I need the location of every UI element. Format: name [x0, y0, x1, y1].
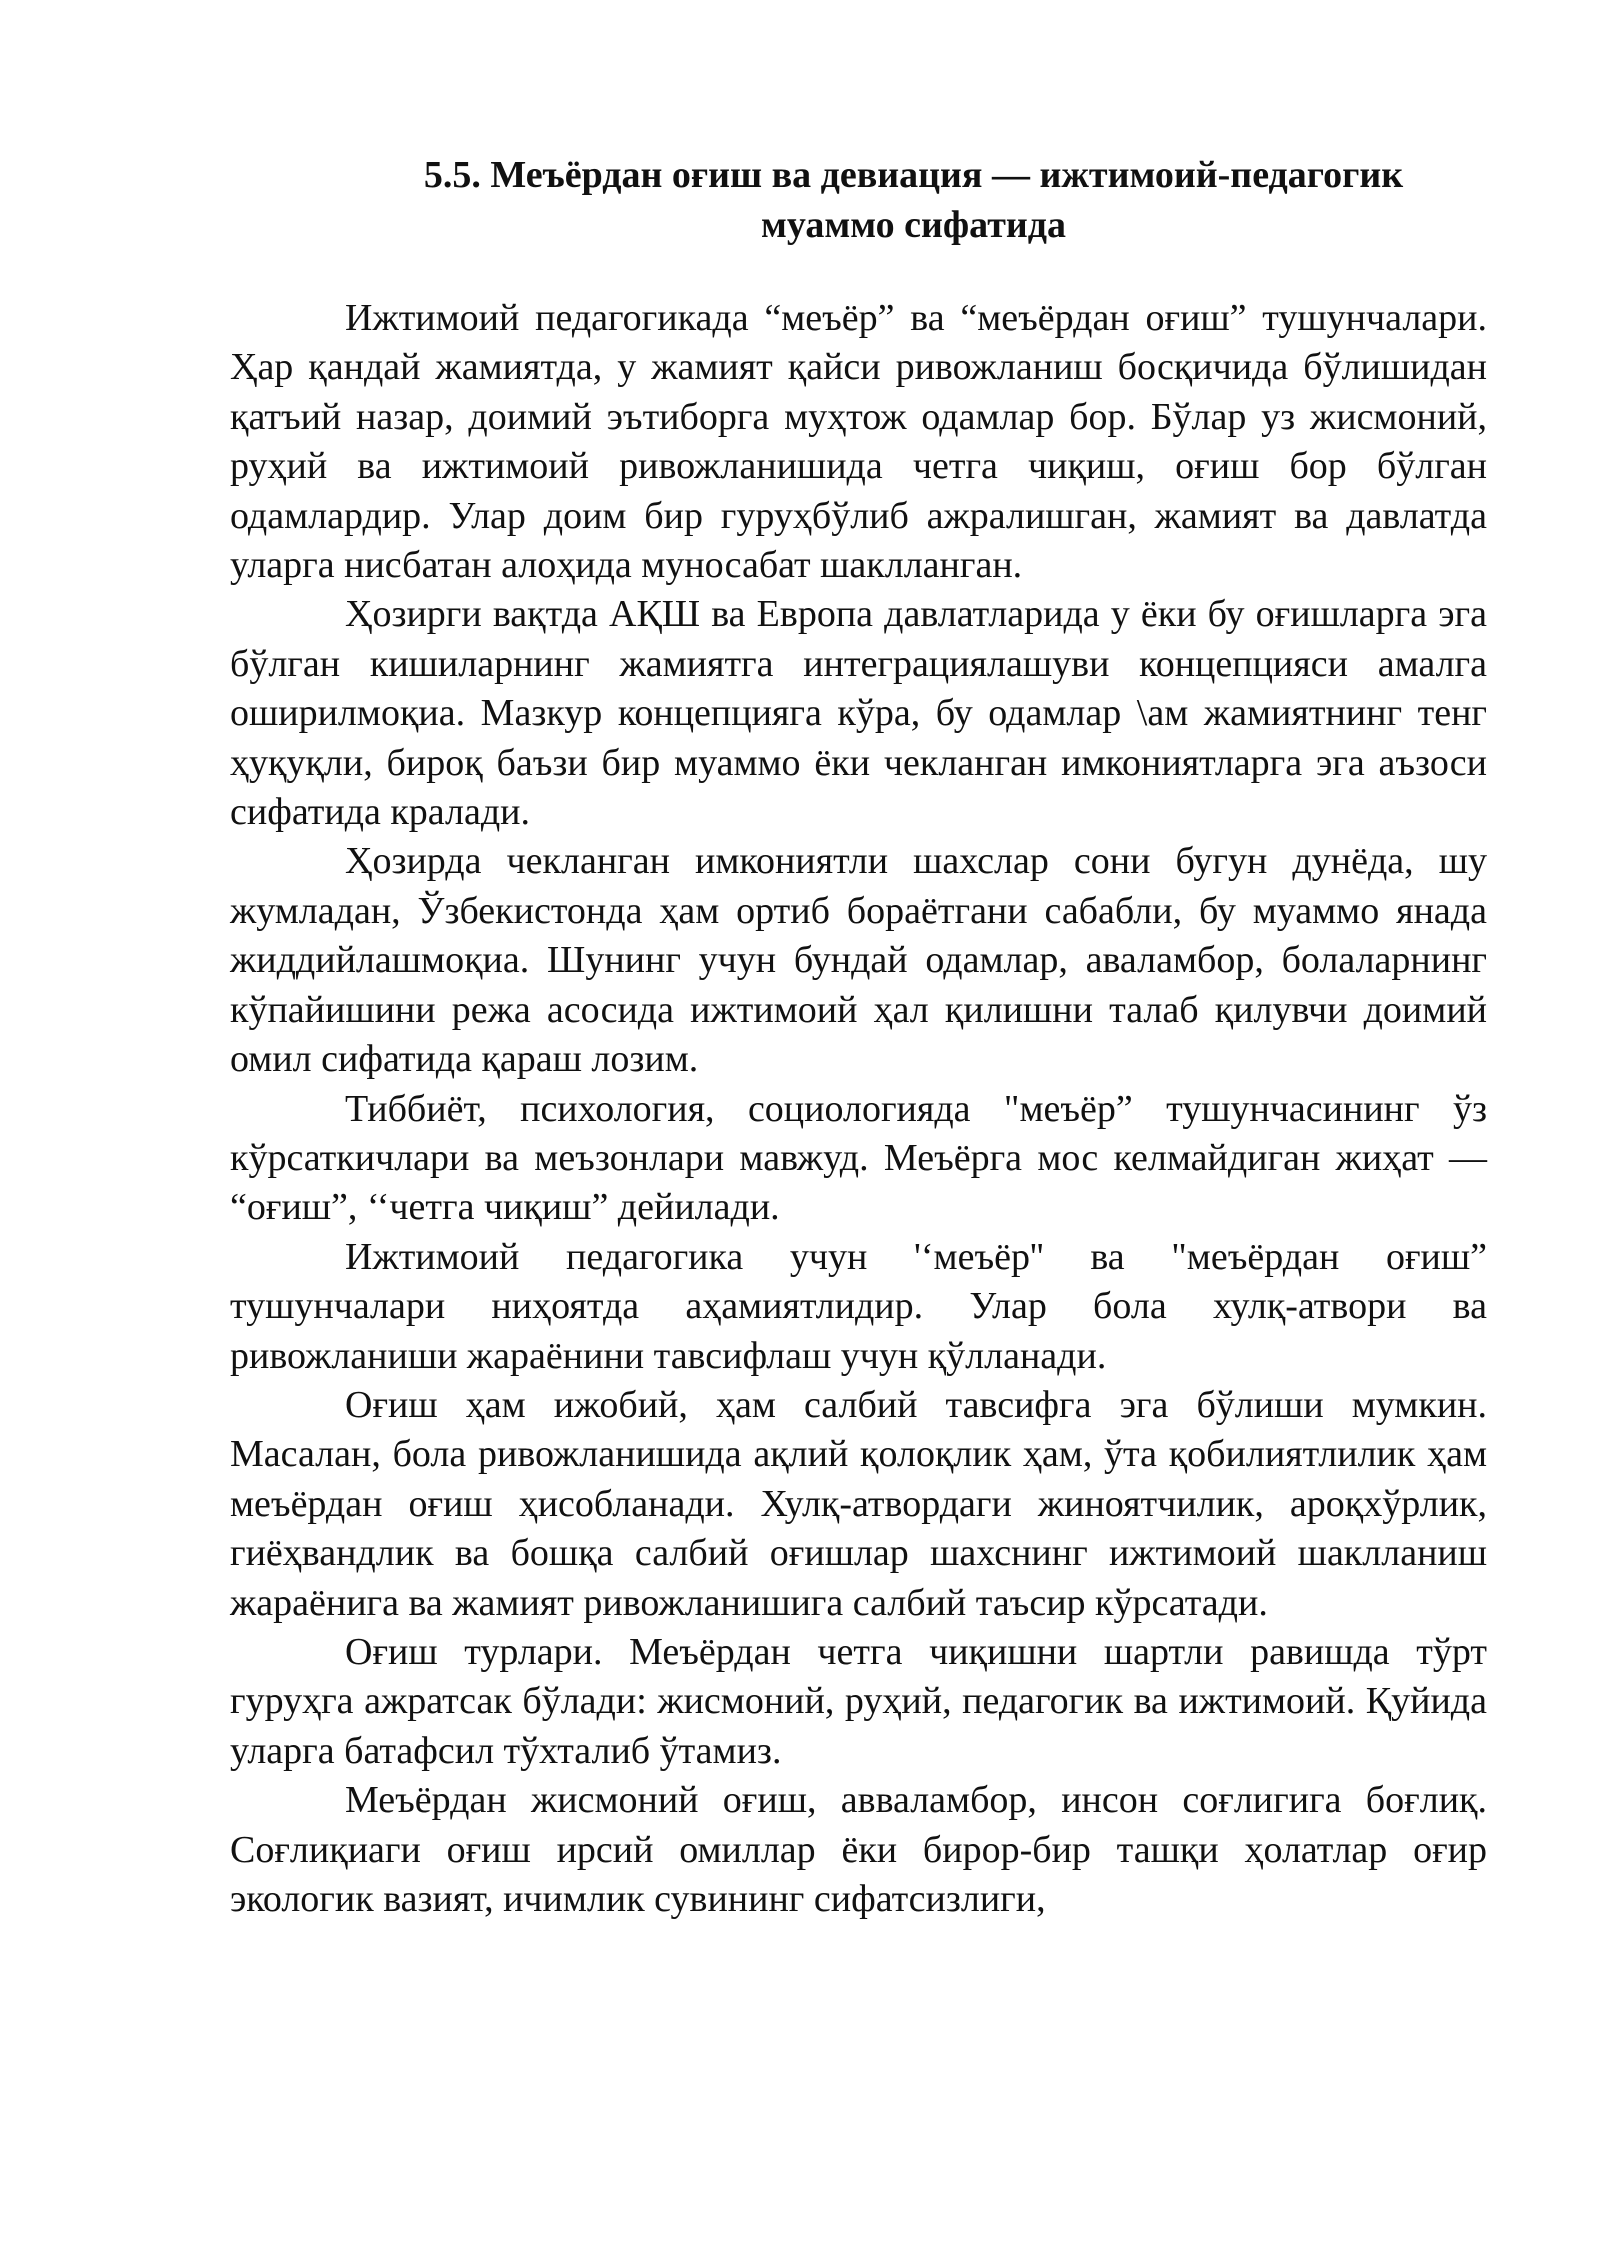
paragraph-1: Ижтимоий педагогикада “меъёр” ва “меъёрдан оғиш” тушунчалари. Ҳар қандай жамиятда, у жамият қайси ривожланиш босқичида бўлишидан қатъий назар, доимий эътиборга муҳтож одамлар бор. Бўлар уз жисмоний, руҳий ва ижтимоий ривожланишида четга чиқиш, оғиш бор бўлган одамлардир. Улар доим бир гуруҳбўлиб ажралишган, жамият ва давлатда уларга нисбатан алоҳида муносабат шаклланган.: [230, 297, 1487, 587]
title-line-2: муаммо сифатида: [760, 204, 1066, 246]
paragraph-3: Ҳозирда чекланган имкониятли шахслар сони бугун дунёда, шу жумладан, Ўзбекистонда ҳам ортиб бораётгани сабабли, бу муаммо янада жиддийлашмоқиа. Шунинг учун бундай одамлар, аваламбор, болаларнинг кўпайишини режа асосида ижтимоий ҳал қилишни талаб қилувчи доимий омил сифатида қараш лозим.: [230, 840, 1487, 1081]
paragraph-5: Ижтимоий педагогика учун '‘меъёр'' ва "меъёрдан оғиш” тушунчалари ниҳоятда аҳамиятлидир. Улар бола хулқ-атвори ва ривожланиши жараёнини тавсифлаш учун қўлланади.: [230, 1235, 1487, 1377]
document-page: [230, 150, 1487, 1924]
paragraph-2: Ҳозирги вақтда АҚШ ва Европа давлатларида у ёки бу оғишларга эга бўлган кишиларнинг жамиятга интеграциялашуви концепцияси амалга оширилмоқиа. Мазкур концепцияга кўра, бу одамлар \ам жамиятнинг тенг ҳуқуқли, бироқ баъзи бир муаммо ёки чекланган имкониятларга эга аъзоси сифатида кралади.: [230, 593, 1487, 834]
paragraph-4: Тиббиёт, психология, социологияда "меъёр” тушунчасининг ўз кўрсаткичлари ва меъзонлари мавжуд. Меъёрга мос келмайдиган жиҳат — “оғиш”, ‘‘четга чиқиш” дейилади.: [230, 1087, 1487, 1229]
title-line-1: 5.5. Меъёрдан оғиш ва девиация — ижтимоий-педагогик: [423, 154, 1404, 196]
paragraph-6: Оғиш ҳам ижобий, ҳам салбий тавсифга эга бўлиши мумкин. Масалан, бола ривожланишида ақлий қолоқлик ҳам, ўта қобилиятлилик ҳам меъёрдан оғиш ҳисобланади. Хулқ-атвордаги жиноятчилик, ароқхўрлик, гиёҳвандлик ва бошқа салбий оғишлар шахснинг ижтимоий шаклланиш жараёнига ва жамият ривожланишига салбий таъсир кўрсатади.: [230, 1383, 1487, 1624]
paragraph-8: Меъёрдан жисмоний оғиш, авваламбор, инсон соғлигига боғлиқ. Соғлиқиаги оғиш ирсий омиллар ёки бирор-бир ташқи ҳолатлар оғир экологик вазият, ичимлик сувининг сифатсизлиги,: [230, 1779, 1487, 1920]
paragraph-7: Оғиш турлари. Меъёрдан четга чиқишни шартли равишда тўрт гуруҳга ажратсак бўлади: жисмоний, руҳий, педагогик ва ижтимоий. Қуйида уларга батафсил тўхталиб ўтамиз.: [230, 1630, 1487, 1772]
page-title: [230, 150, 1487, 250]
